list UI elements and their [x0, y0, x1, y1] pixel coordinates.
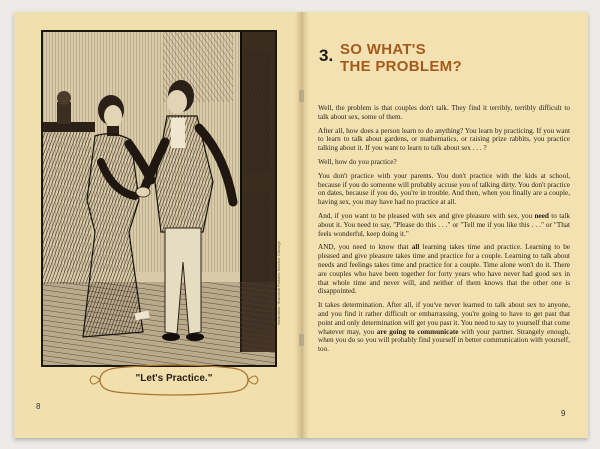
chapter-number: 3.: [319, 46, 334, 65]
engraving-illustration: [41, 30, 277, 367]
paragraph-7-end: with your partner. Strangely enough, when you do so you will probably find yourself in better communication with yourself, too.: [318, 327, 570, 354]
chapter-title-line-1: SO WHAT'S: [340, 41, 426, 58]
paragraph-6-start: AND, you need to know that: [318, 243, 412, 252]
illustration-caption: "Let's Practice.": [135, 373, 213, 384]
book-gutter: [295, 12, 309, 438]
paragraph-5-emphasis: need: [534, 211, 549, 220]
chapter-body: [318, 104, 570, 359]
chapter-title-line-2: THE PROBLEM?: [340, 58, 462, 75]
paragraph-1: Well, the problem is that couples don't talk. They find it terribly, terribly difficult to talk about sex, some of them.: [318, 104, 570, 121]
staple-bottom: [299, 334, 304, 346]
paragraph-7-start: It takes determination. After all, if you've never learned to talk about sex to anyone, and you find it rather difficult or embarrassing, you're going to have to get past that point and only determination will get you past it. You need to say to yourself that come whatever may, you: [318, 301, 570, 336]
page-number-left: 8: [36, 402, 41, 411]
paragraph-4: You don't practice with your parents. You don't practice with the kids at school, because if you do someone will probably accuse you of talking dirty. You don't practice on dates, because if you do, you're in trouble. And then, when you finally are a couple, having sex, you may have had no practice at all.: [318, 171, 570, 207]
engraving-drawing: [43, 32, 275, 365]
paragraph-6-emphasis: all: [411, 243, 420, 252]
illustration-credit: Illustration: Historical Pictures Service, Chicago: [276, 241, 281, 325]
paragraph-7: [318, 301, 570, 354]
staple-top: [299, 90, 304, 102]
paragraph-6: [318, 243, 570, 296]
paragraph-5-end: to talk about it. You need to say, "Please do this . . ." or "Tell me if you like this . . ." or "That feels wonderful, keep doing it.": [318, 211, 570, 238]
paragraph-5: [318, 212, 570, 238]
paragraph-7-emphasis: are going to communicate: [376, 327, 459, 336]
paragraph-5-start: And, if you want to be pleased with sex and give pleasure with sex, you: [318, 211, 535, 220]
paragraph-3: Well, how do you practice?: [318, 157, 397, 166]
chapter-title: [340, 41, 560, 75]
paragraph-2: After all, how does a person learn to do anything? You learn by practicing. If you want to learn to talk about gardens, or mathematics, or raising prize rabbits, you practice talking about it. If you want to learn to talk about sex . . . ?: [318, 126, 570, 153]
page-number-right: 9: [561, 409, 566, 418]
paragraph-6-end: learning takes time and practice. Learning to be pleased and give pleasure takes time and practice for a couple. Learning to talk about needs and feelings takes time and practice for a couple. Time alone won't do it. There are couples who have been together for forty years who have never had good sex in that whole time and never will, and neither of them knows that the other one is disappointed.: [318, 243, 570, 296]
